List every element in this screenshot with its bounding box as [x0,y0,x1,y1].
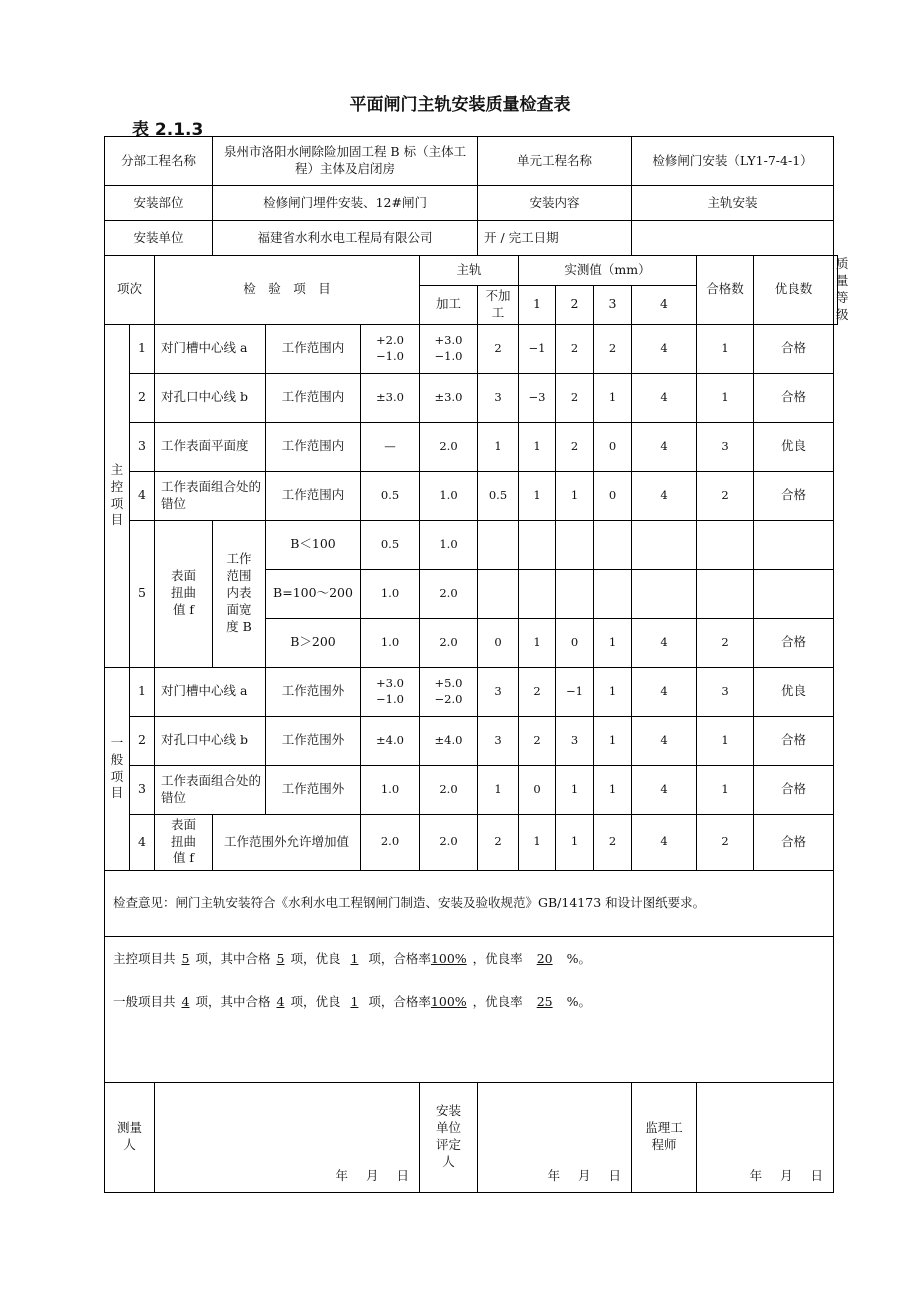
unit-project-label: 单元工程名称 [478,137,632,186]
table-row [105,471,838,520]
row-excellent: 3 [697,422,754,471]
row-no: 4 [130,814,155,870]
row-m3: −1 [556,667,594,716]
row-unmachined: 2.0 [420,618,478,667]
row-m3: 0 [556,618,594,667]
opinion-row [105,870,838,936]
row-m2: −1 [519,324,556,373]
row-item: 对门槽中心线 a [155,324,266,373]
row-grade: 合格 [754,765,834,814]
row-machined: 0.5 [361,471,420,520]
row-excellent: 2 [697,618,754,667]
row-item: 表面扭曲值 f [155,520,213,667]
info-row-1 [105,137,838,186]
row-unmachined: +3.0 −1.0 [420,324,478,373]
row-m1: 2 [478,814,519,870]
row-machined: 1.0 [361,618,420,667]
row-excellent [697,569,754,618]
row-m1: 0 [478,618,519,667]
row-m3: 2 [556,324,594,373]
summary-row [105,936,838,1082]
summary-text: %。 [566,950,591,966]
row-range: 工作范围内表面宽度 B [213,520,266,667]
row-pass: 4 [632,471,697,520]
main-excellent: 1 [350,950,359,966]
row-no: 2 [130,373,155,422]
row-pass: 4 [632,765,697,814]
summary-text: ，优良率 [472,994,523,1010]
row-range: 工作范围外 [266,716,361,765]
row-m4: 1 [594,765,632,814]
row-m1: 1 [478,765,519,814]
table-row [105,814,838,870]
row-item: 工作表面平面度 [155,422,266,471]
surveyor-date: 年 月 日 [335,1168,409,1184]
row-grade: 优良 [754,422,834,471]
row-range: 工作范围内 [266,373,361,422]
col-check-item: 检 验 项 目 [155,256,420,325]
general-excellent: 1 [350,994,359,1010]
row-m2: 2 [519,667,556,716]
date-label: 开 / 完工日期 [478,221,632,256]
row-m1: 3 [478,667,519,716]
col-machined: 加工 [420,285,478,324]
row-excellent [697,520,754,569]
install-content-label: 安装内容 [478,186,632,221]
table-row [105,373,838,422]
row-m4: 2 [594,814,632,870]
row-item: 对孔口中心线 b [155,716,266,765]
row-pass: 4 [632,667,697,716]
row-item: 表面扭曲值 f [155,814,213,870]
row-pass: 4 [632,373,697,422]
row-m4: 1 [594,373,632,422]
row-range: 工作范围外 [266,667,361,716]
row-range: 工作范围内 [266,471,361,520]
row-range: 工作范围外 [266,765,361,814]
surveyor-sign [155,1082,420,1192]
table-row [105,422,838,471]
row-unmachined: +5.0 −2.0 [420,667,478,716]
info-row-3 [105,221,838,256]
summary-text: 项，合格率 [368,994,431,1010]
row-grade: 合格 [754,814,834,870]
summary-text: 主控项目共 [113,950,176,966]
row-m4: 1 [594,618,632,667]
row-excellent: 1 [697,373,754,422]
row-m2 [519,569,556,618]
col-m3: 3 [594,285,632,324]
date-value [632,221,834,256]
row-range: 工作范围内 [266,422,361,471]
row-pass: 4 [632,814,697,870]
surveyor-label: 测量人 [105,1082,155,1192]
row-grade: 合格 [754,471,834,520]
table-row [105,667,838,716]
row-m4: 1 [594,667,632,716]
row-pass [632,569,697,618]
summary-text: ，优良率 [472,950,523,966]
row-grade: 合格 [754,618,834,667]
col-measured: 实测值（mm） [519,256,697,286]
row-range: 工作范围内 [266,324,361,373]
sub-project-label: 分部工程名称 [105,137,213,186]
general-pass: 4 [276,994,285,1010]
unit-project-value: 检修闸门安装（LY1-7-4-1） [632,137,834,186]
row-machined: ±3.0 [361,373,420,422]
table-row [105,716,838,765]
row-item: 工作表面组合处的错位 [155,471,266,520]
row-excellent: 1 [697,324,754,373]
summary-cell [105,936,834,1082]
row-grade: 合格 [754,324,834,373]
row-m4: 2 [594,324,632,373]
row-m1: 3 [478,373,519,422]
row-m1: 1 [478,422,519,471]
summary-text: 一般项目共 [113,994,176,1010]
col-grade: 质量等级 [834,256,838,325]
install-part-label: 安装部位 [105,186,213,221]
col-pass-count: 合格数 [697,256,754,325]
inspection-opinion: 检查意见：闸门主轨安装符合《水利水电工程钢闸门制造、安装及验收规范》GB/14173 和设计图纸要求。 [105,870,834,936]
summary-text: 项，优良 [290,994,341,1010]
row-item: 工作表面组合处的错位 [155,765,266,814]
inspection-table [104,136,849,1193]
row-unmachined: 1.0 [420,471,478,520]
row-excellent: 1 [697,716,754,765]
row-m2: 0 [519,765,556,814]
row-no: 3 [130,422,155,471]
row-unmachined: ±4.0 [420,716,478,765]
summary-text: 项，合格率 [368,950,431,966]
row-excellent: 1 [697,765,754,814]
install-eval-date: 年 月 日 [547,1168,622,1184]
general-pass-rate: 100% [430,994,467,1010]
row-m2: −3 [519,373,556,422]
row-m1 [478,569,519,618]
row-no: 1 [130,667,155,716]
row-excellent: 2 [697,814,754,870]
row-m1: 2 [478,324,519,373]
signature-row [105,1082,838,1192]
col-unmachined: 不加工 [478,285,519,324]
summary-text: 项，优良 [290,950,341,966]
row-grade [754,520,834,569]
general-group-label: 一般项目 [105,667,130,870]
row-no: 5 [130,520,155,667]
col-m4: 4 [632,285,697,324]
row-m1: 0.5 [478,471,519,520]
table-row [105,324,838,373]
row-m3 [556,520,594,569]
main-total: 5 [181,950,190,966]
row-unmachined: 2.0 [420,765,478,814]
main-group-label: 主控项目 [105,324,130,667]
row-machined: — [361,422,420,471]
row-m2: 1 [519,422,556,471]
row-m3: 2 [556,422,594,471]
row-unmachined: ±3.0 [420,373,478,422]
install-part-value: 检修闸门埋件安装、12#闸门 [213,186,478,221]
row-m4: 0 [594,422,632,471]
row-unmachined: 2.0 [420,569,478,618]
row-machined: 1.0 [361,569,420,618]
row-grade: 合格 [754,716,834,765]
summary-general [113,994,825,1011]
row-unmachined: 2.0 [420,814,478,870]
sub-project-value: 泉州市洛阳水闸除险加固工程 B 标（主体工程）主体及启闭房 [213,137,478,186]
general-excellent-rate: 25 [536,994,553,1010]
row-m2: 1 [519,618,556,667]
row-m2 [519,520,556,569]
supervisor-date: 年 月 日 [749,1168,824,1184]
row-m3: 3 [556,716,594,765]
table-row [105,765,838,814]
info-row-2 [105,186,838,221]
row-m3: 1 [556,471,594,520]
row-condition: B＞200 [266,618,361,667]
col-item-no: 项次 [105,256,155,325]
row-pass: 4 [632,422,697,471]
row-m3 [556,569,594,618]
row-m4: 0 [594,471,632,520]
general-total: 4 [181,994,190,1010]
row-condition: B＜100 [266,520,361,569]
row-m4 [594,569,632,618]
row-pass: 4 [632,324,697,373]
column-header-row [105,256,838,286]
row-machined: 1.0 [361,765,420,814]
install-eval-sign [478,1082,632,1192]
row-grade [754,569,834,618]
row-no: 2 [130,716,155,765]
main-excellent-rate: 20 [536,950,553,966]
row-unmachined: 1.0 [420,520,478,569]
row-m4 [594,520,632,569]
install-unit-value: 福建省水利水电工程局有限公司 [213,221,478,256]
row-no: 3 [130,765,155,814]
row-grade: 优良 [754,667,834,716]
page-title: 平面闸门主轨安装质量检查表 [349,95,571,115]
row-item: 对孔口中心线 b [155,373,266,422]
row-machined: +3.0 −1.0 [361,667,420,716]
row-m2: 1 [519,814,556,870]
row-excellent: 2 [697,471,754,520]
row-condition: B=100～200 [266,569,361,618]
main-pass: 5 [276,950,285,966]
row-pass: 4 [632,716,697,765]
row-machined: 0.5 [361,520,420,569]
row-grade: 合格 [754,373,834,422]
row-range: 工作范围外允许增加值 [213,814,361,870]
row-m2: 2 [519,716,556,765]
col-m2: 2 [556,285,594,324]
row-machined: +2.0 −1.0 [361,324,420,373]
col-main-rail: 主轨 [420,256,519,286]
main-pass-rate: 100% [430,950,467,966]
install-eval-label: 安装单位评定人 [420,1082,478,1192]
row-m3: 2 [556,373,594,422]
row-no: 1 [130,324,155,373]
row-unmachined: 2.0 [420,422,478,471]
row-m4: 1 [594,716,632,765]
row-machined: 2.0 [361,814,420,870]
row-machined: ±4.0 [361,716,420,765]
row-excellent: 3 [697,667,754,716]
table-row [105,520,838,569]
col-excellent-count: 优良数 [754,256,834,325]
summary-main [113,951,825,968]
row-pass [632,520,697,569]
row-pass: 4 [632,618,697,667]
row-m2: 1 [519,471,556,520]
supervisor-sign [697,1082,834,1192]
row-item: 对门槽中心线 a [155,667,266,716]
row-m1 [478,520,519,569]
summary-text: %。 [566,994,591,1010]
row-no: 4 [130,471,155,520]
install-unit-label: 安装单位 [105,221,213,256]
supervisor-label: 监理工程师 [632,1082,697,1192]
row-m3: 1 [556,814,594,870]
row-m3: 1 [556,765,594,814]
summary-text: 项，其中合格 [195,994,271,1010]
install-content-value: 主轨安装 [632,186,834,221]
col-m1: 1 [519,285,556,324]
table-number: 表 2.1.3 [132,120,204,140]
row-m1: 3 [478,716,519,765]
summary-text: 项，其中合格 [195,950,271,966]
